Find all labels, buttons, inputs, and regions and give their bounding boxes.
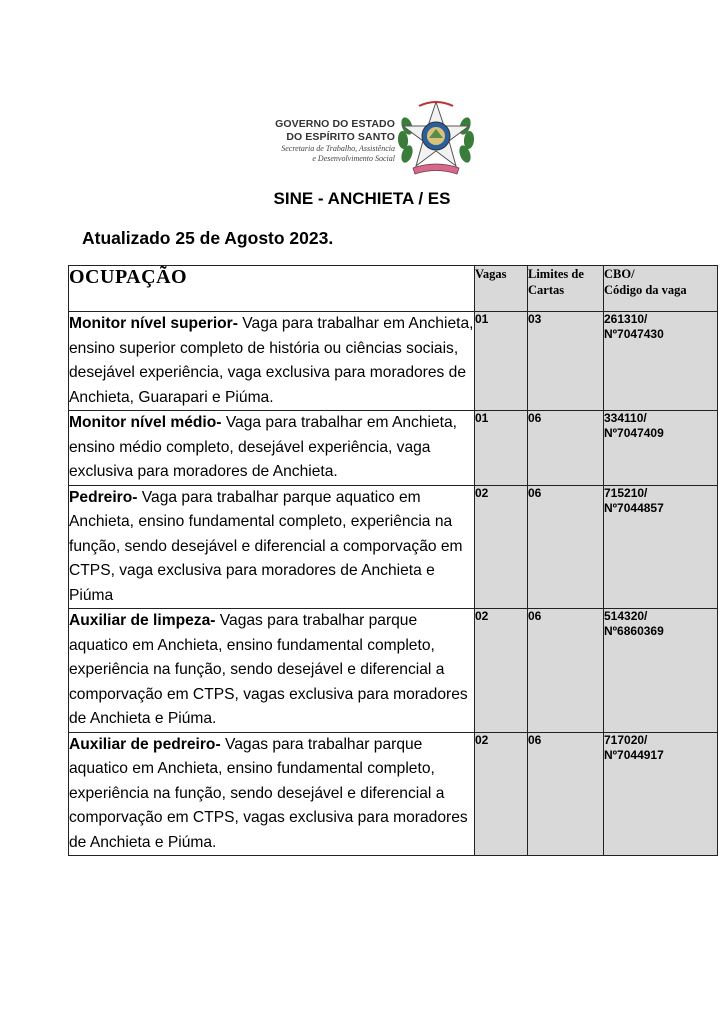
job-title: Monitor nível médio- [69, 414, 222, 431]
job-description [69, 609, 475, 733]
org-subtitle-line1: Secretaria de Trabalho, Assistência [281, 144, 395, 153]
job-title: Monitor nível superior- [69, 315, 238, 332]
job-details: Vaga para trabalhar em Anchieta, ensino médio completo, desejável experiência, vaga exclusiva para moradores de Anchieta. [69, 414, 457, 480]
job-vagas: 01 [475, 312, 528, 411]
job-vaga-code: Nº7047409 [604, 426, 664, 440]
page-title: SINE - ANCHIETA / ES [273, 189, 451, 208]
job-description [69, 312, 475, 411]
job-vaga-code: Nº6860369 [604, 624, 664, 638]
org-subtitle-line2: e Desenvolvimento Social [312, 154, 395, 163]
job-limites: 03 [528, 312, 604, 411]
header-cbo [604, 266, 718, 312]
header-limites-line1: Limites de [528, 267, 584, 281]
job-vaga-code: Nº7047430 [604, 327, 664, 341]
header-cbo-line1: CBO/ [604, 267, 635, 281]
job-cbo [604, 312, 718, 411]
job-title: Auxiliar de pedreiro- [69, 735, 221, 753]
job-cbo-code: 334110/ [604, 411, 647, 425]
header-limites [528, 266, 604, 312]
job-vagas: 02 [475, 485, 528, 609]
job-cbo [604, 411, 718, 486]
job-cbo-code: 717020/ [604, 732, 648, 747]
header-vagas: Vagas [475, 266, 528, 312]
table-row [69, 609, 718, 733]
job-cbo [604, 732, 718, 856]
table-row [69, 411, 718, 486]
updated-date: Atualizado 25 de Agosto 2023. [82, 228, 334, 248]
job-limites: 06 [528, 485, 604, 609]
job-description [69, 411, 475, 486]
job-cbo-code: 261310/ [604, 312, 648, 326]
job-cbo-code: 514320/ [604, 609, 648, 623]
job-description [69, 732, 475, 856]
job-title: Pedreiro- [69, 488, 138, 506]
header-cbo-line2: Código da vaga [604, 283, 687, 297]
job-details: Vaga para trabalhar em Anchieta, ensino superior completo de história ou ciências sociais, desejável experiência, vaga exclusiva para moradores de Anchieta, Guarapari e Piúma. [69, 315, 474, 406]
header-ocupacao: OCUPAÇÃO [69, 266, 475, 312]
org-name-line1: GOVERNO DO ESTADO [275, 118, 395, 130]
job-title: Auxiliar de limpeza- [69, 612, 216, 629]
es-coat-of-arms-icon [393, 96, 479, 180]
logo-text [255, 118, 395, 164]
job-vaga-code: Nº7044857 [604, 500, 664, 515]
header-limites-line2: Cartas [528, 283, 565, 297]
table-row [69, 485, 718, 609]
job-details: Vaga para trabalhar parque aquatico em Anchieta, ensino fundamental completo, experiência na função, sendo desejável e diferencial a comporvação em CTPS, vaga exclusiva para moradores de Anchieta e Piúma [69, 488, 463, 604]
org-name-line2: DO ESPÍRITO SANTO [286, 131, 395, 143]
job-limites: 06 [528, 609, 604, 733]
table-header-row [69, 266, 718, 312]
table-row [69, 312, 718, 411]
table-row [69, 732, 718, 856]
job-details: Vagas para trabalhar parque aquatico em Anchieta, ensino fundamental completo, experiência na função, sendo desejável e diferencial a comporvação em CTPS, vagas exclusiva para moradores de Anchieta e Piúma. [69, 612, 468, 727]
job-limites: 06 [528, 732, 604, 856]
job-cbo [604, 609, 718, 733]
job-cbo-code: 715210/ [604, 485, 648, 500]
job-description [69, 485, 475, 609]
job-cbo [604, 485, 718, 609]
job-openings-table [68, 265, 718, 856]
job-vaga-code: Nº7044917 [604, 747, 664, 762]
job-limites: 06 [528, 411, 604, 486]
government-logo [245, 96, 485, 180]
job-vagas: 02 [475, 732, 528, 856]
job-vagas: 01 [475, 411, 528, 486]
job-vagas: 02 [475, 609, 528, 733]
job-details: Vagas para trabalhar parque aquatico em Anchieta, ensino fundamental completo, experiência na função, sendo desejável e diferencial a comporvação em CTPS, vagas exclusiva para moradores de Anchieta e Piúma. [69, 735, 468, 851]
